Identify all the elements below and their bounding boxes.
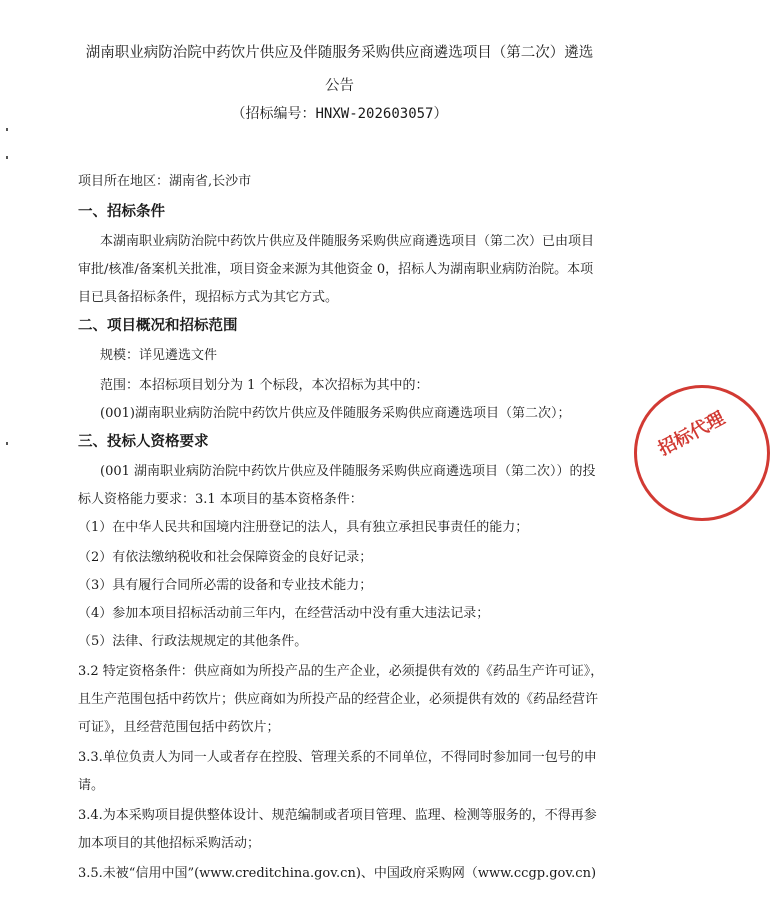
condition-item: （1）在中华人民共和国境内注册登记的法人，具有独立承担民事责任的能力； bbox=[78, 520, 529, 535]
paragraph-line: (001 湖南职业病防治院中药饮片供应及伴随服务采购供应商遴选项目（第二次））的投 bbox=[100, 464, 596, 479]
condition-item: （5）法律、行政法规规定的其他条件。 bbox=[78, 634, 308, 649]
paragraph-line: 且生产范围包括中药饮片；供应商如为所投产品的经营企业，必须提供有效的《药品经营许 bbox=[78, 692, 599, 707]
paragraph-line: 3.2 特定资格条件：供应商如为所投产品的生产企业，必须提供有效的《药品生产许可证》， bbox=[78, 664, 604, 679]
paragraph-line: 可证》，且经营范围包括中药饮片； bbox=[78, 720, 280, 735]
official-seal-stamp bbox=[634, 385, 770, 521]
paragraph-line: 3.4.为本采购项目提供整体设计、规范编制或者项目管理、监理、检测等服务的，不得再参 bbox=[78, 808, 597, 823]
stamp-text: 招标代理 bbox=[654, 407, 729, 461]
paragraph-line: 审批/核准/备案机关批准，项目资金来源为其他资金 0，招标人为湖南职业病防治院。本项 bbox=[78, 262, 594, 277]
paragraph-line: 目已具备招标条件，现招标方式为其它方式。 bbox=[78, 290, 339, 305]
paragraph-line: 请。 bbox=[78, 778, 105, 793]
document-title-line-2: 公告 bbox=[325, 78, 354, 94]
condition-item: （4）参加本项目招标活动前三年内，在经营活动中没有重大违法记录； bbox=[78, 606, 490, 621]
condition-item: （2）有依法缴纳税收和社会保障资金的良好记录； bbox=[78, 550, 373, 565]
bid-number: （招标编号：HNXW-202603057） bbox=[231, 106, 448, 122]
lot-line: (001)湖南职业病防治院中药饮片供应及伴随服务采购供应商遴选项目（第二次）； bbox=[100, 406, 571, 421]
project-region: 项目所在地区：湖南省,长沙市 bbox=[78, 174, 252, 189]
section-heading-project-overview: 二、项目概况和招标范围 bbox=[78, 318, 238, 334]
scale-line: 规模：详见遴选文件 bbox=[100, 348, 218, 363]
section-heading-bid-conditions: 一、招标条件 bbox=[78, 204, 165, 220]
section-heading-qualifications: 三、投标人资格要求 bbox=[78, 434, 209, 450]
paragraph-line: 3.3.单位负责人为同一人或者存在控股、管理关系的不同单位，不得同时参加同一包号的申 bbox=[78, 750, 597, 765]
paragraph-line: 本湖南职业病防治院中药饮片供应及伴随服务采购供应商遴选项目（第二次）已由项目 bbox=[100, 234, 595, 249]
paragraph-line: 加本项目的其他招标采购活动； bbox=[78, 836, 261, 851]
condition-item: （3）具有履行合同所必需的设备和专业技术能力； bbox=[78, 578, 373, 593]
scan-mark bbox=[6, 442, 8, 445]
scan-mark bbox=[6, 128, 8, 131]
paragraph-line: 3.5.未被“信用中国”(www.creditchina.gov.cn)、中国政府采购网（www.ccgp.gov.cn) bbox=[78, 866, 597, 881]
paragraph-line: 标人资格能力要求：3.1 本项目的基本资格条件： bbox=[78, 492, 363, 507]
scope-line: 范围：本招标项目划分为 1 个标段，本次招标为其中的： bbox=[100, 378, 429, 393]
document-title-line-1: 湖南职业病防治院中药饮片供应及伴随服务采购供应商遴选项目（第二次）遴选 bbox=[85, 45, 594, 61]
scan-mark bbox=[6, 156, 8, 159]
